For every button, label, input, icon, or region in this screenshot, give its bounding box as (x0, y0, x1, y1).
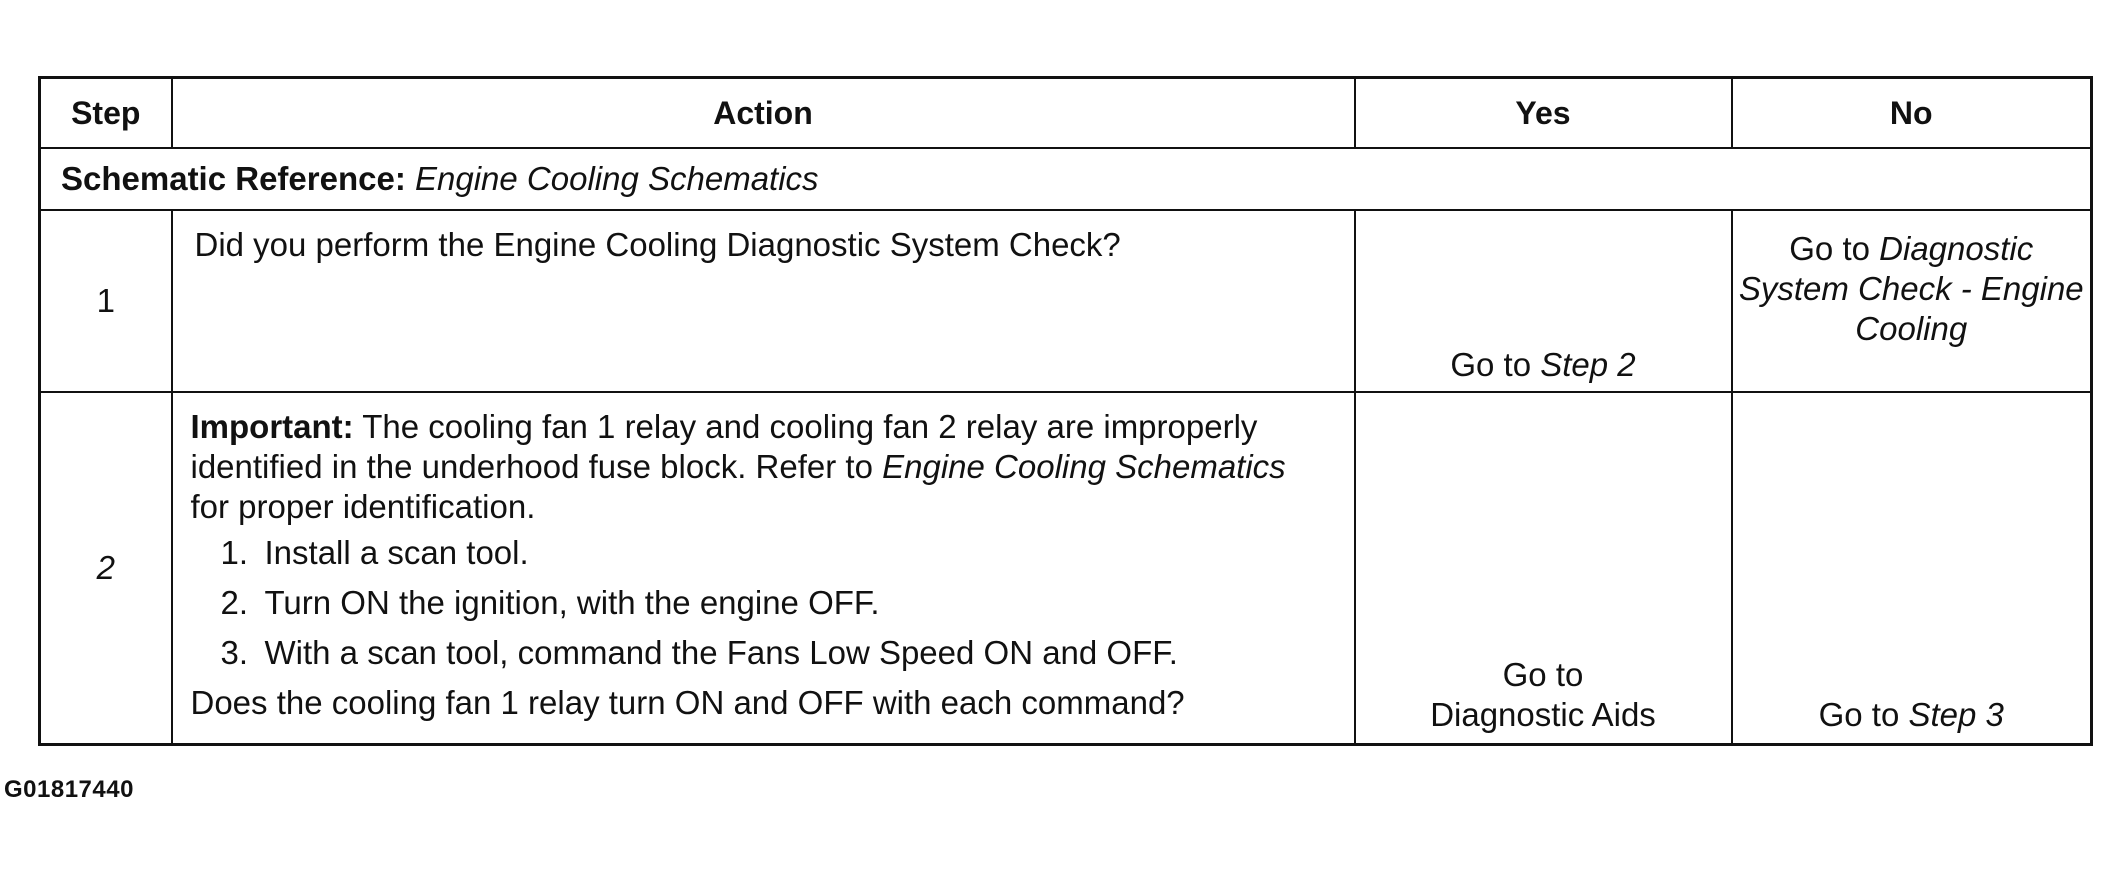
question: Does the cooling fan 1 relay turn ON and OFF with each command? (190, 684, 1185, 721)
list-item (191, 533, 1332, 573)
yes-ref: Step 2 (1540, 346, 1636, 383)
list-item-number: 3. (220, 634, 249, 671)
header-action: Action (172, 78, 1355, 149)
header-row (40, 78, 2092, 149)
no-ref: Diagnostic System Check - Engine Cooling (1738, 230, 2084, 347)
yes-line-1: Go to (1502, 655, 1584, 693)
list-item-number: 1. (220, 534, 249, 571)
step-number: 2 (40, 392, 172, 744)
procedure-steps (191, 533, 1332, 673)
list-item-text: Turn ON the ignition, with the engine OFF. (264, 584, 880, 621)
yes-cell (1355, 210, 1732, 392)
schematic-reference-row (40, 148, 2092, 210)
table-row (40, 210, 2092, 392)
schematic-reference (40, 148, 2092, 210)
yes-cell (1355, 392, 1732, 744)
no-cell (1732, 392, 2092, 744)
figure-id: G01817440 (4, 776, 134, 803)
step-number: 1 (40, 210, 172, 392)
header-yes: Yes (1355, 78, 1732, 149)
list-item-text: Install a scan tool. (264, 534, 529, 571)
schematic-reference-value: Engine Cooling Schematics (415, 160, 819, 197)
list-item (191, 633, 1332, 673)
no-prefix: Go to (1818, 695, 1909, 733)
header-step: Step (40, 78, 172, 149)
yes-line-2: Diagnostic Aids (1430, 695, 1656, 733)
action-cell (172, 392, 1355, 744)
list-item-number: 2. (220, 584, 249, 621)
diagnostic-table (38, 76, 2093, 746)
important-ref: Engine Cooling Schematics (882, 448, 1286, 485)
important-text-1: The cooling fan 1 relay and cooling fan 2 relay are improperly identified in the underhood fuse block. Refer to (190, 408, 1258, 485)
no-prefix: Go to (1789, 230, 1880, 267)
header-no: No (1732, 78, 2092, 149)
important-text-2: for proper identification. (190, 488, 536, 525)
important-note (191, 407, 1332, 527)
list-item (191, 583, 1332, 623)
yes-prefix: Go to (1450, 346, 1541, 383)
action-cell: Did you perform the Engine Cooling Diagnostic System Check? (172, 210, 1355, 392)
schematic-reference-label: Schematic Reference: (61, 160, 406, 197)
table-row (40, 392, 2092, 744)
no-ref: Step 3 (1908, 695, 2004, 733)
list-item-text: With a scan tool, command the Fans Low Speed ON and OFF. (264, 634, 1178, 671)
important-label: Important: (190, 408, 354, 445)
no-cell (1732, 210, 2092, 392)
